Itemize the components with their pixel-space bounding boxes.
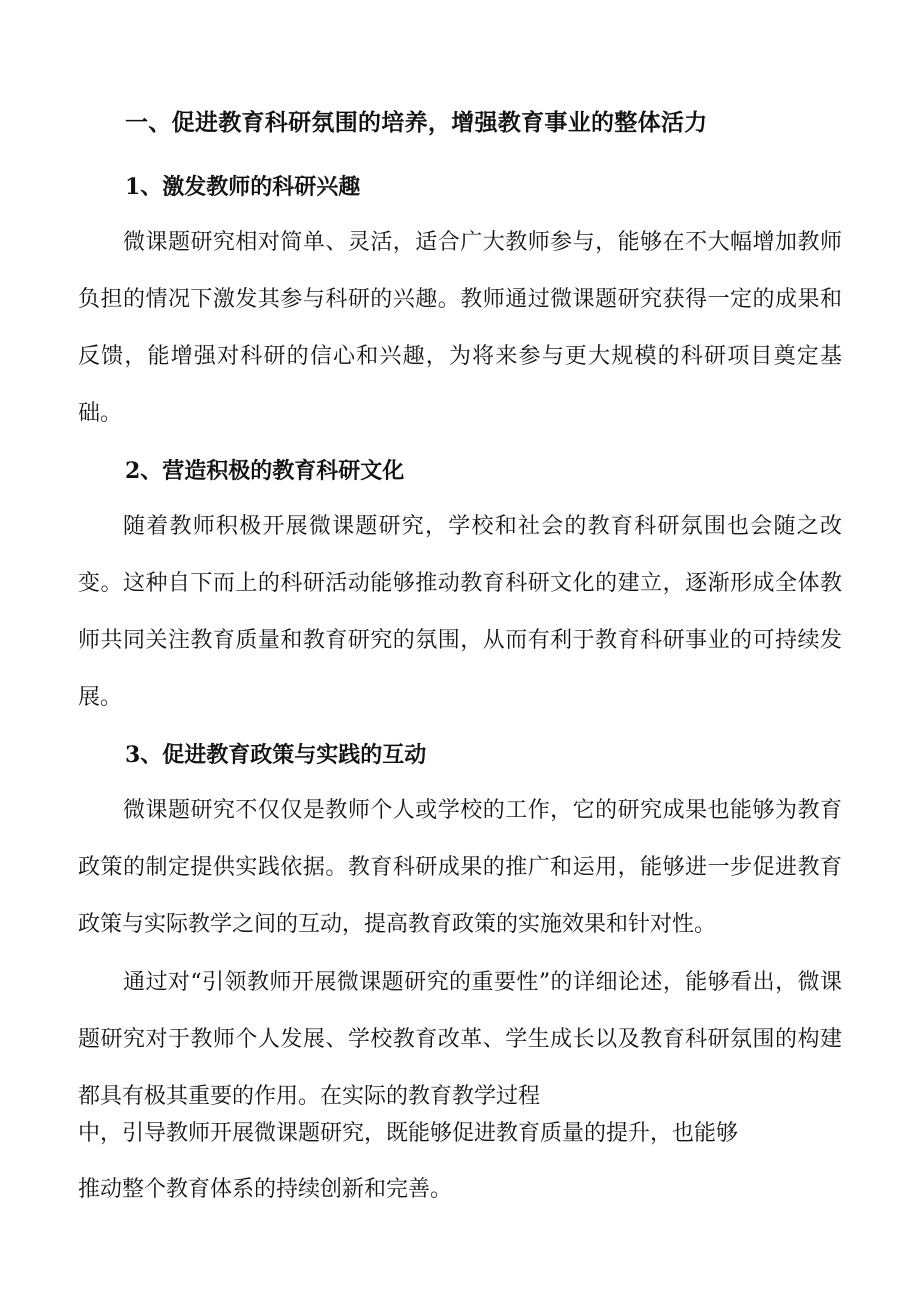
- paragraph-1: 微课题研究相对简单、灵活，适合广大教师参与，能够在不大幅增加教师负担的情况下激发其参与科研的兴趣。教师通过微课题研究获得一定的成果和反馈，能增强对科研的信心和兴趣，为将来参与更大规模的科研项目奠定基础。: [78, 230, 842, 426]
- paragraph-2: 随着教师积极开展微课题研究，学校和社会的教育科研氛围也会随之改变。这种自下而上的科研活动能够推动教育科研文化的建立，逐渐形成全体教师共同关注教育质量和教育研究的氛围，从而有利于教育科研事业的可持续发展。: [78, 514, 842, 710]
- section-heading: 一、促进教育科研氛围的培养，增强教育事业的整体活力: [125, 109, 708, 136]
- conclusion-line-3: 推动整个教育体系的持续创新和完善。: [78, 1177, 453, 1202]
- subheading-3: 3、促进教育政策与实践的互动: [125, 742, 427, 768]
- subheading-2: 2、营造积极的教育科研文化: [125, 458, 405, 484]
- paragraph-3: 微课题研究不仅仅是教师个人或学校的工作，它的研究成果也能够为教育政策的制定提供实践依据。教育科研成果的推广和运用，能够进一步促进教育政策与实际教学之间的互动，提高教育政策的实施效果和针对性。: [78, 798, 842, 937]
- conclusion-line-2: 中，引导教师开展微课题研究，既能够促进教育质量的提升，也能够: [78, 1121, 739, 1146]
- conclusion-paragraph: 通过对“引领教师开展微课题研究的重要性”的详细论述，能够看出，微课题研究对于教师个人发展、学校教育改革、学生成长以及教育科研氛围的构建都具有极其重要的作用。在实际的教育教学过程: [78, 970, 842, 1109]
- subheading-1: 1、激发教师的科研兴趣: [125, 174, 361, 200]
